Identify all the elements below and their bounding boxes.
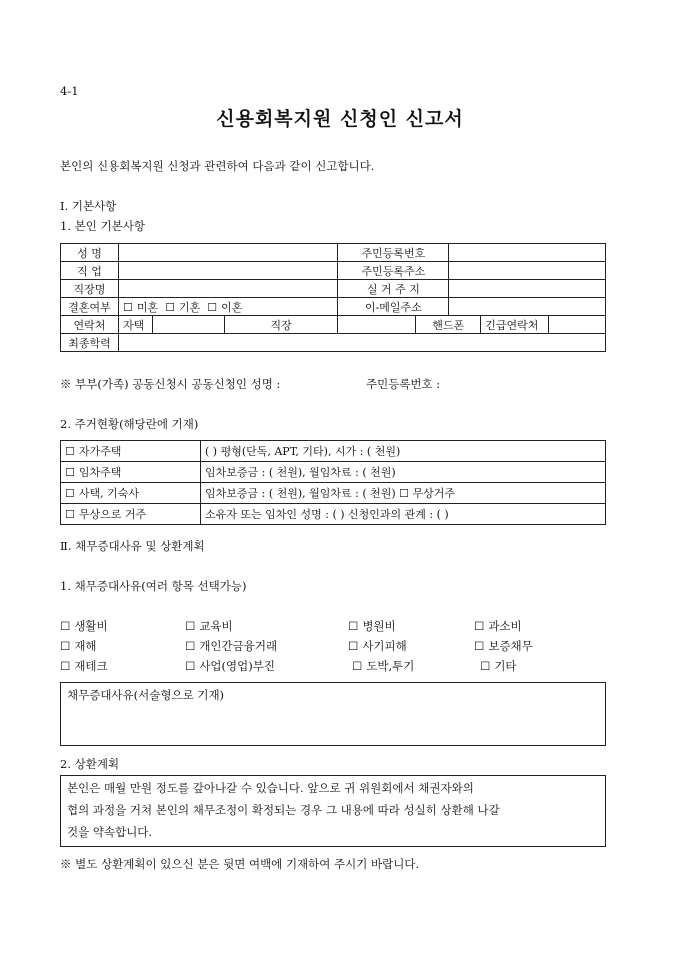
reason-investment[interactable]: ☐ 재테크 <box>60 658 108 674</box>
reason-living[interactable]: ☐ 생활비 <box>60 618 108 634</box>
label-education: 최종학력 <box>61 334 119 352</box>
checkbox-single[interactable]: ☐ 미혼 <box>123 301 158 314</box>
housing-type-free[interactable]: ☐ 무상으로 거주 <box>61 504 201 525</box>
label-actual-address: 실 거 주 지 <box>338 280 449 298</box>
housing-detail-free[interactable]: 소유자 또는 임차인 성명 : ( ) 신청인과의 관계 : ( ) <box>201 504 606 525</box>
checkbox-married[interactable]: ☐ 기혼 <box>165 301 200 314</box>
reason-education[interactable]: ☐ 교육비 <box>185 618 233 634</box>
form-code: 4-1 <box>60 84 79 98</box>
education-field[interactable] <box>118 334 605 352</box>
intro-text: 본인의 신용회복지원 신청과 관련하여 다음과 같이 신고합니다. <box>60 159 375 173</box>
email-field[interactable] <box>449 298 606 316</box>
housing-type-rented[interactable]: ☐ 임차주택 <box>61 462 201 483</box>
address-field[interactable] <box>449 262 606 280</box>
reason-fraud[interactable]: ☐ 사기피해 <box>348 638 407 654</box>
reason-other[interactable]: ☐ 기타 <box>480 658 517 674</box>
label-email: 이-메일주소 <box>338 298 449 316</box>
plan-line-2: 협의 과정을 거쳐 본인의 채무조정이 확정되는 경우 그 내용에 따라 성실히 상환해 나갈 <box>67 803 500 817</box>
label-id-no: 주민등록번호 <box>338 244 449 262</box>
reason-business-slump[interactable]: ☐ 사업(영업)부진 <box>185 658 275 674</box>
housing-detail-owned[interactable]: ( ) 평형(단독, APT, 기타), 시가 : ( 천원) <box>201 441 606 462</box>
work-phone-field[interactable] <box>338 316 416 334</box>
repayment-plan-box <box>60 775 606 847</box>
housing-detail-rented[interactable]: 임차보증금 : ( 천원), 월임차료 : ( 천원) <box>201 462 606 483</box>
reason-disaster[interactable]: ☐ 재해 <box>60 638 97 654</box>
label-emergency: 긴급연락처 <box>481 316 549 334</box>
actual-address-field[interactable] <box>449 280 606 298</box>
section1-heading: Ⅰ. 기본사항 <box>60 199 117 213</box>
housing-table <box>60 440 606 525</box>
id-no-field[interactable] <box>449 244 606 262</box>
housing-type-company[interactable]: ☐ 사택, 기숙사 <box>61 483 201 504</box>
label-job: 직 업 <box>61 262 119 280</box>
section1-sub1: 1. 본인 기본사항 <box>60 219 145 233</box>
section2-sub2: 2. 상환계획 <box>60 757 120 771</box>
emergency-field[interactable] <box>549 316 606 334</box>
label-work: 직장 <box>224 316 338 334</box>
home-phone-field[interactable] <box>152 316 224 334</box>
section1-sub2: 2. 주거현황(해당란에 기재) <box>60 417 199 431</box>
label-address: 주민등록주소 <box>338 262 449 280</box>
job-field[interactable] <box>118 262 338 280</box>
label-contact: 연락처 <box>61 316 119 334</box>
reason-medical[interactable]: ☐ 병원비 <box>348 618 396 634</box>
section2-heading: Ⅱ. 채무증대사유 및 상환계획 <box>60 539 205 553</box>
housing-detail-company[interactable]: 임차보증금 : ( 천원), 월임차료 : ( 천원) ☐ 무상거주 <box>201 483 606 504</box>
housing-type-owned[interactable]: ☐ 자가주택 <box>61 441 201 462</box>
joint-applicant-note: ※ 부부(가족) 공동신청시 공동신청인 성명 : <box>60 377 281 391</box>
reason-overspending[interactable]: ☐ 과소비 <box>474 618 522 634</box>
label-mobile: 핸드폰 <box>416 316 481 334</box>
checkbox-divorced[interactable]: ☐ 이혼 <box>207 301 242 314</box>
label-marital: 결혼여부 <box>61 298 119 316</box>
joint-applicant-id-label: 주민등록번호 : <box>366 377 441 391</box>
label-name: 성 명 <box>61 244 119 262</box>
reason-gambling[interactable]: ☐ 도박,투기 <box>352 658 414 674</box>
narrative-label: 채무증대사유(서술형으로 기재) <box>67 688 225 702</box>
plan-line-1: 본인은 매월 만원 정도를 갚아나갈 수 있습니다. 앞으로 귀 위원회에서 채권자와의 <box>67 781 474 795</box>
personal-info-table <box>60 243 606 352</box>
narrative-box[interactable] <box>60 682 606 746</box>
reason-private-lending[interactable]: ☐ 개인간금융거래 <box>185 638 277 654</box>
label-home: 자택 <box>118 316 152 334</box>
section2-sub1: 1. 채무증대사유(여러 항목 선택가능) <box>60 579 247 593</box>
name-field[interactable] <box>118 244 338 262</box>
page-title: 신용회복지원 신청인 신고서 <box>216 108 464 130</box>
footnote: ※ 별도 상환계획이 있으신 분은 뒷면 여백에 기재하여 주시기 바랍니다. <box>60 857 420 871</box>
reason-guarantee[interactable]: ☐ 보증채무 <box>474 638 533 654</box>
workplace-field[interactable] <box>118 280 338 298</box>
label-workplace: 직장명 <box>61 280 119 298</box>
plan-line-3: 것을 약속합니다. <box>67 825 153 839</box>
marital-options <box>118 298 338 316</box>
